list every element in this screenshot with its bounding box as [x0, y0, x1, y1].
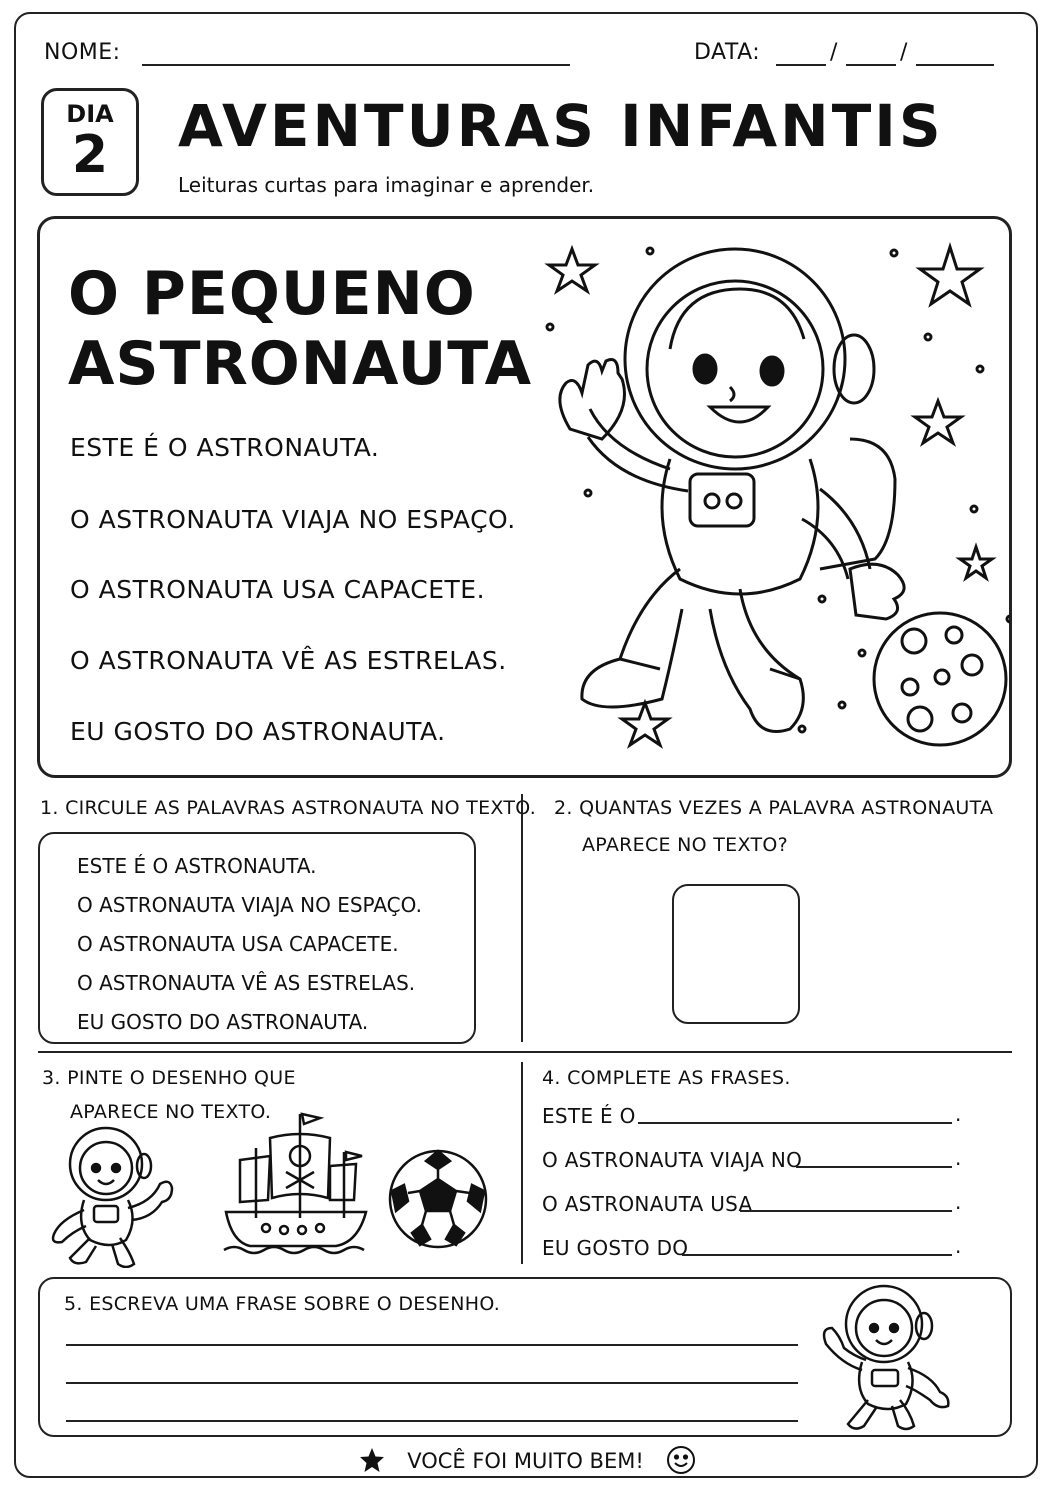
question-1-prompt: 1. CIRCULE AS PALAVRAS ASTRONAUTA NO TEXTO. — [40, 797, 537, 819]
complete-sentence: ESTE É O — [542, 1104, 636, 1128]
pirate-ship-option-icon[interactable] — [220, 1108, 372, 1258]
footer-text: VOCÊ FOI MUITO BEM! — [407, 1449, 644, 1473]
date-month-field[interactable] — [846, 64, 896, 66]
complete-sentence: EU GOSTO DO — [542, 1236, 689, 1260]
circle-text-line[interactable]: O ASTRONAUTA VIAJA NO ESPAÇO. — [77, 893, 422, 917]
day-number: 2 — [71, 125, 109, 185]
circle-text-line[interactable]: O ASTRONAUTA USA CAPACETE. — [77, 932, 399, 956]
astronaut-small-icon — [812, 1282, 956, 1432]
writing-line[interactable] — [66, 1382, 798, 1384]
footer — [0, 1445, 1055, 1475]
star-icon — [915, 401, 961, 443]
complete-sentence: O ASTRONAUTA USA — [542, 1192, 753, 1216]
date-separator: / — [830, 40, 838, 65]
question-3-prompt: 3. PINTE O DESENHO QUE — [42, 1067, 296, 1089]
astronaut-illustration — [510, 229, 1010, 769]
story-title-line: ASTRONAUTA — [68, 329, 533, 399]
question-2-prompt: 2. QUANTAS VEZES A PALAVRA ASTRONAUTA — [554, 797, 994, 819]
star-icon — [622, 703, 668, 745]
story-line: O ASTRONAUTA VIAJA NO ESPAÇO. — [70, 505, 516, 534]
story-title-line: O PEQUENO — [68, 259, 476, 329]
question-3-prompt: APARECE NO TEXTO. — [70, 1101, 272, 1123]
astronaut-figure — [560, 249, 904, 732]
name-label: NOME: — [44, 40, 121, 65]
astronaut-option-icon[interactable] — [44, 1124, 180, 1268]
count-answer-box[interactable] — [672, 884, 800, 1024]
story-line: ESTE É O ASTRONAUTA. — [70, 433, 380, 462]
sentence-end: . — [955, 1102, 962, 1126]
question-2-prompt: APARECE NO TEXTO? — [582, 834, 789, 856]
date-separator: / — [900, 40, 908, 65]
story-line: O ASTRONAUTA USA CAPACETE. — [70, 575, 486, 604]
star-icon — [549, 249, 595, 291]
circle-text-line[interactable]: ESTE É O ASTRONAUTA. — [77, 854, 317, 878]
name-field[interactable] — [142, 64, 570, 66]
smiley-icon — [666, 1445, 696, 1475]
date-label: DATA: — [694, 40, 761, 65]
star-icon — [359, 1447, 385, 1473]
question-5-prompt: 5. ESCREVA UMA FRASE SOBRE O DESENHO. — [64, 1293, 501, 1315]
blank-answer-field[interactable] — [638, 1122, 952, 1124]
column-divider — [521, 1062, 523, 1264]
day-badge — [41, 88, 139, 196]
moon-icon — [874, 613, 1006, 745]
writing-line[interactable] — [66, 1420, 798, 1422]
blank-answer-field[interactable] — [682, 1254, 952, 1256]
date-year-field[interactable] — [916, 64, 994, 66]
sentence-end: . — [955, 1234, 962, 1258]
story-box — [37, 216, 1012, 778]
section-divider — [38, 1051, 1012, 1053]
story-line: EU GOSTO DO ASTRONAUTA. — [70, 717, 446, 746]
page-title: AVENTURAS INFANTIS — [178, 92, 944, 160]
question-4-prompt: 4. COMPLETE AS FRASES. — [542, 1067, 791, 1089]
circle-text-line[interactable]: O ASTRONAUTA VÊ AS ESTRELAS. — [77, 971, 416, 995]
sentence-end: . — [955, 1190, 962, 1214]
sentence-end: . — [955, 1146, 962, 1170]
story-title — [68, 259, 548, 399]
blank-answer-field[interactable] — [796, 1166, 952, 1168]
star-icon — [920, 247, 980, 304]
date-day-field[interactable] — [776, 64, 826, 66]
circle-text-line[interactable]: EU GOSTO DO ASTRONAUTA. — [77, 1010, 369, 1034]
complete-sentence: O ASTRONAUTA VIAJA NO — [542, 1148, 803, 1172]
blank-answer-field[interactable] — [740, 1210, 952, 1212]
page-subtitle: Leituras curtas para imaginar e aprender. — [178, 173, 595, 197]
soccer-ball-option-icon[interactable] — [386, 1147, 490, 1251]
day-label: DIA — [66, 100, 114, 128]
star-icon — [960, 547, 992, 578]
question-1-text-box — [38, 832, 476, 1044]
story-line: O ASTRONAUTA VÊ AS ESTRELAS. — [70, 646, 507, 675]
writing-line[interactable] — [66, 1344, 798, 1346]
column-divider — [521, 794, 523, 1042]
